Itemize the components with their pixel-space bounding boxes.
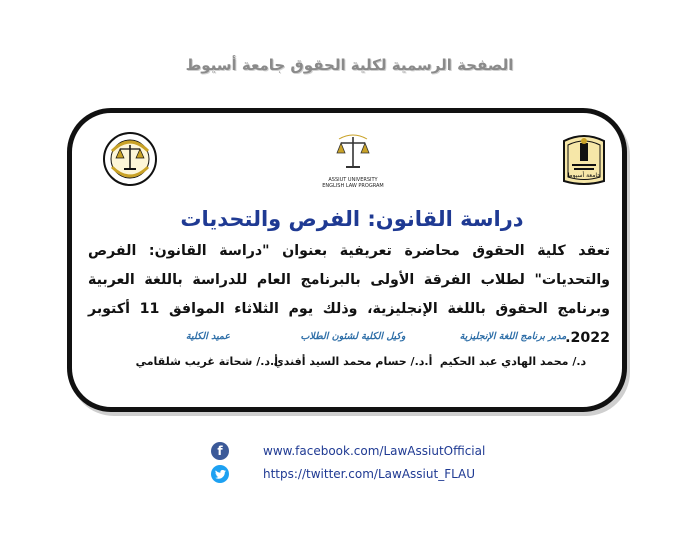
faculty-of-law-seal [102, 131, 158, 187]
signature-name: أ.د./ حسام محمد السيد أفندي [273, 355, 433, 368]
svg-text:جامعة أسيوط: جامعة أسيوط [567, 172, 601, 179]
scales-icon [333, 133, 373, 173]
facebook-icon[interactable]: f [211, 442, 229, 460]
signature-name: د./ محمد الهادي عبد الحكيم [439, 355, 587, 368]
signature-role: عميد الكلية [185, 331, 231, 342]
signature-vice-dean [268, 331, 438, 368]
english-law-program-logo [320, 133, 386, 195]
signature-name: أ.د./ شحاتة غريب شلقامي [135, 355, 278, 368]
signature-program-director [428, 331, 598, 368]
twitter-link[interactable]: https://twitter.com/LawAssiut_FLAU [263, 467, 476, 481]
signature-role: وكيل الكلية لشئون الطلاب [300, 331, 406, 342]
announcement-card [67, 108, 627, 412]
page-header-title: الصفحة الرسمية لكلية الحقوق جامعة أسيوط [185, 56, 514, 74]
twitter-link-row[interactable] [211, 465, 475, 483]
twitter-icon[interactable] [211, 465, 229, 483]
signature-role: مدير برنامج اللغة الإنجليزية [459, 331, 567, 342]
logo-caption-line1: ASSIUT UNIVERSITY [328, 177, 378, 183]
announcement-body: تعقد كلية الحقوق محاضرة تعريفية بعنوان "دراسة القانون: الفرص والتحديات" لطلاب الفرقة الأولى بالبرنامج العام للدراسة باللغة العربية وبرنامج الحقوق باللغة الإنجليزية، وذلك يوم الثلاثاء الموافق 11 أكتوبر 2022. [88, 243, 610, 346]
announcement-title: دراسة القانون: الفرص والتحديات [180, 207, 524, 231]
signature-dean [135, 331, 278, 368]
university-logo [560, 131, 608, 187]
logo-caption-line2: ENGLISH LAW PROGRAM [322, 183, 384, 189]
facebook-link[interactable]: www.facebook.com/LawAssiutOfficial [263, 444, 486, 458]
facebook-link-row[interactable] [211, 442, 485, 460]
